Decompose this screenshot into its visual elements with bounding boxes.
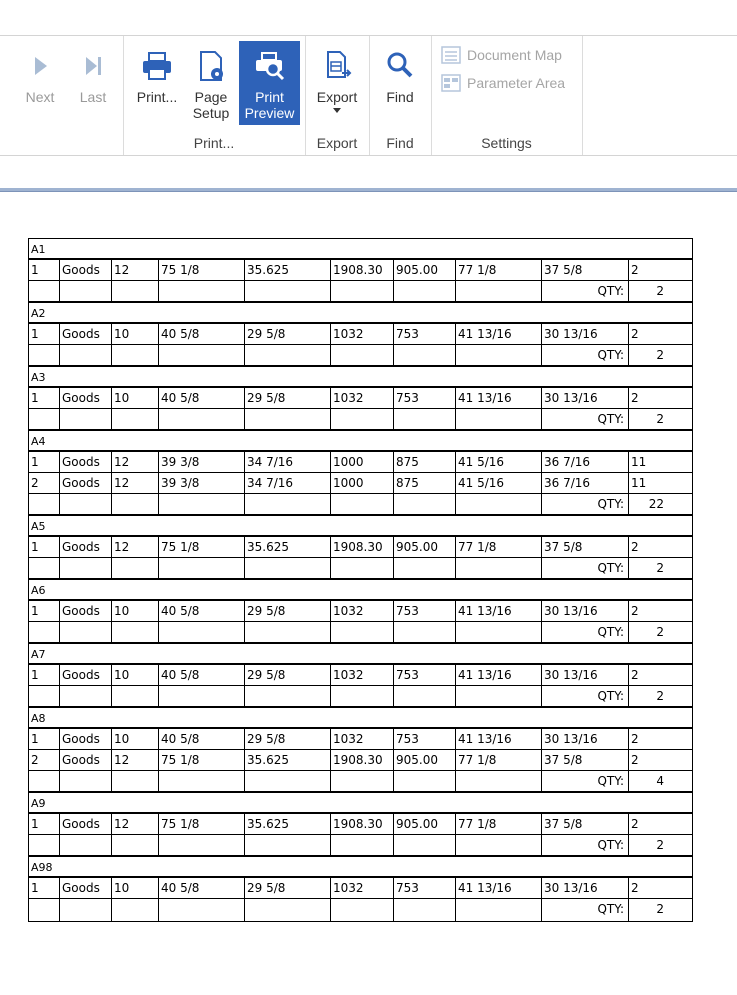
table-cell: Goods [60, 729, 112, 749]
table-cell [456, 558, 542, 578]
document-map-icon [441, 46, 461, 64]
table-cell [394, 494, 456, 514]
next-arrow-icon [23, 49, 57, 83]
qty-total-row [29, 622, 692, 644]
table-cell [112, 899, 159, 921]
table-cell: 2 [29, 750, 60, 770]
settings-group-label: Settings [481, 135, 532, 151]
qty-total-row [29, 281, 692, 303]
printer-icon [140, 49, 174, 83]
table-cell: 10 [112, 665, 159, 685]
export-group [305, 36, 370, 155]
table-cell: 75 1/8 [159, 814, 245, 834]
print-preview-button[interactable]: Print Preview [239, 41, 300, 125]
table-cell: 1032 [331, 324, 394, 344]
group-header: A5 [29, 516, 692, 537]
table-cell: Goods [60, 388, 112, 408]
table-cell: Goods [60, 814, 112, 834]
table-cell [245, 771, 331, 791]
page-setup-button[interactable]: Page Setup [185, 41, 237, 125]
export-icon [320, 49, 354, 83]
table-cell: 34 7/16 [245, 473, 331, 493]
table-cell [456, 899, 542, 921]
table-cell: 2 [631, 668, 639, 682]
qty-total-row [29, 409, 692, 431]
table-cell: 12 [112, 537, 159, 557]
print-preview-icon [253, 49, 287, 83]
table-cell [245, 686, 331, 706]
table-cell: 905.00 [394, 260, 456, 280]
table-cell: 40 5/8 [159, 388, 245, 408]
find-group [369, 36, 432, 155]
table-cell: 1 [29, 388, 60, 408]
report-group [29, 367, 692, 431]
table-cell: 1000 [331, 452, 394, 472]
table-cell: 39 3/8 [159, 473, 245, 493]
table-row [29, 537, 692, 558]
table-cell [159, 686, 245, 706]
table-cell: 12 [112, 473, 159, 493]
report-group [29, 303, 692, 367]
table-cell [159, 345, 245, 365]
table-cell: 41 13/16 [456, 878, 542, 898]
table-cell: 875 [394, 473, 456, 493]
group-header: A7 [29, 644, 692, 665]
table-cell [331, 622, 394, 642]
qty-total-value: 2 [656, 348, 664, 362]
table-cell: 11 [631, 455, 647, 469]
qty-label: QTY: [542, 835, 629, 855]
table-cell: 36 7/16 [542, 452, 629, 472]
find-group-label: Find [386, 135, 414, 151]
table-cell: 2 [631, 753, 639, 767]
table-cell [456, 686, 542, 706]
table-cell: Goods [60, 878, 112, 898]
table-cell: 40 5/8 [159, 324, 245, 344]
table-cell: 1908.30 [331, 537, 394, 557]
table-cell: 30 13/16 [542, 878, 629, 898]
table-cell [112, 771, 159, 791]
table-cell [112, 686, 159, 706]
table-cell [159, 494, 245, 514]
qty-label: QTY: [542, 558, 629, 578]
table-cell: 10 [112, 601, 159, 621]
table-cell: 41 13/16 [456, 388, 542, 408]
table-cell: 35.625 [245, 814, 331, 834]
table-cell [112, 558, 159, 578]
table-cell: 30 13/16 [542, 601, 629, 621]
table-row [29, 473, 692, 494]
table-cell: 2 [631, 732, 639, 746]
table-cell: 41 13/16 [456, 729, 542, 749]
table-cell: 905.00 [394, 750, 456, 770]
group-header: A9 [29, 793, 692, 814]
table-cell: 36 7/16 [542, 473, 629, 493]
table-cell: 30 13/16 [542, 388, 629, 408]
table-cell: 12 [112, 750, 159, 770]
report-group [29, 708, 692, 793]
table-cell [112, 409, 159, 429]
table-cell: 12 [112, 814, 159, 834]
table-cell [331, 409, 394, 429]
table-cell [159, 281, 245, 301]
last-page-icon [76, 49, 110, 83]
table-cell [394, 771, 456, 791]
qty-total-row [29, 899, 692, 921]
qty-total-row [29, 771, 692, 793]
table-cell [29, 281, 60, 301]
table-cell: 41 13/16 [456, 601, 542, 621]
report-group [29, 857, 692, 921]
table-cell: 2 [631, 881, 639, 895]
table-cell [456, 771, 542, 791]
table-cell: 1032 [331, 388, 394, 408]
table-cell [245, 558, 331, 578]
table-cell [394, 686, 456, 706]
table-cell [394, 899, 456, 921]
qty-total-row [29, 345, 692, 367]
table-cell: 40 5/8 [159, 601, 245, 621]
page-setup-icon [194, 49, 228, 83]
table-cell: 1 [29, 324, 60, 344]
table-cell [60, 899, 112, 921]
table-cell [112, 494, 159, 514]
qty-label: QTY: [542, 345, 629, 365]
find-button[interactable]: Find [374, 41, 426, 125]
table-cell: 75 1/8 [159, 750, 245, 770]
table-cell: 1032 [331, 729, 394, 749]
ribbon-toolbar [0, 35, 737, 156]
table-cell [331, 835, 394, 855]
table-cell: 1 [29, 814, 60, 834]
table-cell [331, 345, 394, 365]
table-cell [112, 345, 159, 365]
table-cell [331, 686, 394, 706]
qty-label: QTY: [542, 686, 629, 706]
group-header: A2 [29, 303, 692, 324]
table-cell: Goods [60, 260, 112, 280]
table-cell: 1 [29, 665, 60, 685]
table-cell: Goods [60, 324, 112, 344]
table-cell [60, 345, 112, 365]
qty-total-value: 2 [656, 284, 664, 298]
qty-total-value: 2 [656, 561, 664, 575]
table-cell: 2 [631, 263, 639, 277]
table-cell [159, 409, 245, 429]
qty-total-value: 2 [656, 689, 664, 703]
table-cell [29, 409, 60, 429]
qty-total-value: 2 [656, 838, 664, 852]
table-row [29, 324, 692, 345]
table-cell [60, 558, 112, 578]
table-cell: 40 5/8 [159, 878, 245, 898]
table-cell [159, 622, 245, 642]
table-cell: 2 [631, 604, 639, 618]
table-cell [29, 899, 60, 921]
table-cell: 35.625 [245, 750, 331, 770]
table-cell [456, 622, 542, 642]
table-cell: Goods [60, 452, 112, 472]
table-cell [29, 345, 60, 365]
report-group [29, 516, 692, 580]
table-cell: 753 [394, 729, 456, 749]
table-cell: 1 [29, 260, 60, 280]
table-cell [394, 409, 456, 429]
table-cell [331, 494, 394, 514]
group-header: A8 [29, 708, 692, 729]
next-page-button[interactable]: Next [14, 41, 66, 125]
qty-total-row [29, 835, 692, 857]
table-cell: 1 [29, 601, 60, 621]
print-button[interactable]: Print... [129, 41, 185, 125]
table-row [29, 750, 692, 771]
table-cell: Goods [60, 473, 112, 493]
last-page-button[interactable]: Last [68, 41, 118, 125]
table-row [29, 601, 692, 622]
table-cell: 1908.30 [331, 814, 394, 834]
table-cell: 905.00 [394, 814, 456, 834]
group-header: A1 [29, 239, 692, 260]
qty-total-value: 2 [656, 412, 664, 426]
table-cell [112, 835, 159, 855]
table-cell [245, 409, 331, 429]
table-cell [159, 558, 245, 578]
table-cell [394, 345, 456, 365]
table-cell [112, 622, 159, 642]
table-cell: 10 [112, 729, 159, 749]
table-cell [112, 281, 159, 301]
table-cell: 29 5/8 [245, 601, 331, 621]
report-group [29, 431, 692, 516]
table-cell: 753 [394, 878, 456, 898]
table-cell: 11 [631, 476, 647, 490]
table-row [29, 878, 692, 899]
table-cell: 75 1/8 [159, 260, 245, 280]
table-cell [29, 771, 60, 791]
table-cell: 10 [112, 878, 159, 898]
table-cell: 10 [112, 324, 159, 344]
table-cell [331, 771, 394, 791]
table-cell: 77 1/8 [456, 750, 542, 770]
table-cell [29, 558, 60, 578]
table-cell [159, 899, 245, 921]
table-cell [331, 558, 394, 578]
table-cell: 2 [29, 473, 60, 493]
table-cell: 1908.30 [331, 260, 394, 280]
table-cell: 12 [112, 452, 159, 472]
table-cell: 2 [631, 540, 639, 554]
table-cell: 905.00 [394, 537, 456, 557]
table-cell [29, 494, 60, 514]
table-cell: 875 [394, 452, 456, 472]
table-cell: Goods [60, 750, 112, 770]
table-cell: 37 5/8 [542, 260, 629, 280]
print-group [123, 36, 306, 155]
table-cell: 10 [112, 388, 159, 408]
table-row [29, 388, 692, 409]
parameter-area-button[interactable]: Parameter Area [441, 72, 565, 94]
chevron-down-icon [333, 108, 341, 113]
table-cell: 75 1/8 [159, 537, 245, 557]
table-cell: 77 1/8 [456, 537, 542, 557]
table-cell [60, 409, 112, 429]
table-row [29, 452, 692, 473]
table-cell: 30 13/16 [542, 324, 629, 344]
export-button[interactable]: Export [309, 41, 365, 125]
table-cell: Goods [60, 537, 112, 557]
table-cell: 37 5/8 [542, 814, 629, 834]
table-cell: 77 1/8 [456, 814, 542, 834]
table-cell: 29 5/8 [245, 665, 331, 685]
table-row [29, 665, 692, 686]
table-cell [331, 281, 394, 301]
table-cell: 29 5/8 [245, 324, 331, 344]
qty-label: QTY: [542, 281, 629, 301]
table-cell: 40 5/8 [159, 665, 245, 685]
table-cell [456, 835, 542, 855]
table-cell: 1 [29, 878, 60, 898]
table-cell [159, 771, 245, 791]
search-icon [383, 49, 417, 83]
qty-total-row [29, 494, 692, 516]
document-map-button[interactable]: Document Map [441, 44, 562, 66]
table-cell [60, 686, 112, 706]
group-header: A3 [29, 367, 692, 388]
parameter-area-icon [441, 74, 461, 92]
table-cell [60, 281, 112, 301]
report-group [29, 793, 692, 857]
group-header: A4 [29, 431, 692, 452]
table-cell [331, 899, 394, 921]
table-cell: Goods [60, 601, 112, 621]
navigation-group [0, 36, 124, 155]
table-cell [159, 835, 245, 855]
table-cell [456, 409, 542, 429]
table-cell: 29 5/8 [245, 878, 331, 898]
table-cell [245, 494, 331, 514]
qty-total-value: 2 [656, 625, 664, 639]
qty-total-value: 4 [656, 774, 664, 788]
report-group [29, 580, 692, 644]
qty-label: QTY: [542, 494, 629, 514]
table-row [29, 729, 692, 750]
report-group [29, 644, 692, 708]
table-cell: 1 [29, 452, 60, 472]
table-cell: 1032 [331, 601, 394, 621]
table-cell: 2 [631, 327, 639, 341]
qty-label: QTY: [542, 771, 629, 791]
table-cell: Goods [60, 665, 112, 685]
table-cell [394, 835, 456, 855]
table-cell: 41 13/16 [456, 324, 542, 344]
table-cell [60, 622, 112, 642]
report-group [29, 239, 692, 303]
table-cell: 1 [29, 729, 60, 749]
qty-total-value: 22 [648, 497, 664, 511]
table-cell: 29 5/8 [245, 729, 331, 749]
table-cell: 39 3/8 [159, 452, 245, 472]
table-cell: 30 13/16 [542, 729, 629, 749]
table-cell: 753 [394, 665, 456, 685]
table-cell: 753 [394, 324, 456, 344]
table-cell: 41 13/16 [456, 665, 542, 685]
table-cell: 37 5/8 [542, 750, 629, 770]
table-cell [60, 835, 112, 855]
print-group-label: Print... [193, 135, 235, 151]
settings-group [431, 36, 583, 155]
table-cell [245, 281, 331, 301]
qty-total-row [29, 686, 692, 708]
table-cell: 34 7/16 [245, 452, 331, 472]
table-cell [245, 899, 331, 921]
table-cell [456, 494, 542, 514]
table-cell: 12 [112, 260, 159, 280]
table-cell [394, 622, 456, 642]
table-cell: 30 13/16 [542, 665, 629, 685]
table-cell: 37 5/8 [542, 537, 629, 557]
table-cell [456, 281, 542, 301]
table-cell: 29 5/8 [245, 388, 331, 408]
table-cell: 35.625 [245, 260, 331, 280]
table-cell: 35.625 [245, 537, 331, 557]
qty-label: QTY: [542, 409, 629, 429]
table-cell [394, 558, 456, 578]
table-cell: 1000 [331, 473, 394, 493]
qty-total-row [29, 558, 692, 580]
table-cell: 2 [631, 817, 639, 831]
table-cell [456, 345, 542, 365]
table-cell [60, 771, 112, 791]
table-cell: 41 5/16 [456, 452, 542, 472]
table-cell: 41 5/16 [456, 473, 542, 493]
qty-label: QTY: [542, 622, 629, 642]
table-row [29, 260, 692, 281]
table-cell [60, 494, 112, 514]
export-group-label: Export [316, 135, 358, 151]
table-cell: 1032 [331, 878, 394, 898]
table-cell [245, 622, 331, 642]
table-cell: 1 [29, 537, 60, 557]
table-cell [245, 835, 331, 855]
viewer-divider [0, 188, 737, 192]
table-cell [29, 835, 60, 855]
table-cell [245, 345, 331, 365]
group-header: A6 [29, 580, 692, 601]
table-cell [394, 281, 456, 301]
table-cell [29, 622, 60, 642]
table-cell [29, 686, 60, 706]
qty-label: QTY: [542, 899, 629, 921]
table-cell: 1032 [331, 665, 394, 685]
report-table [28, 238, 693, 922]
group-header: A98 [29, 857, 692, 878]
table-cell: 40 5/8 [159, 729, 245, 749]
table-cell: 753 [394, 388, 456, 408]
table-cell: 2 [631, 391, 639, 405]
table-cell: 77 1/8 [456, 260, 542, 280]
qty-total-value: 2 [656, 902, 664, 916]
table-cell: 753 [394, 601, 456, 621]
table-row [29, 814, 692, 835]
table-cell: 1908.30 [331, 750, 394, 770]
